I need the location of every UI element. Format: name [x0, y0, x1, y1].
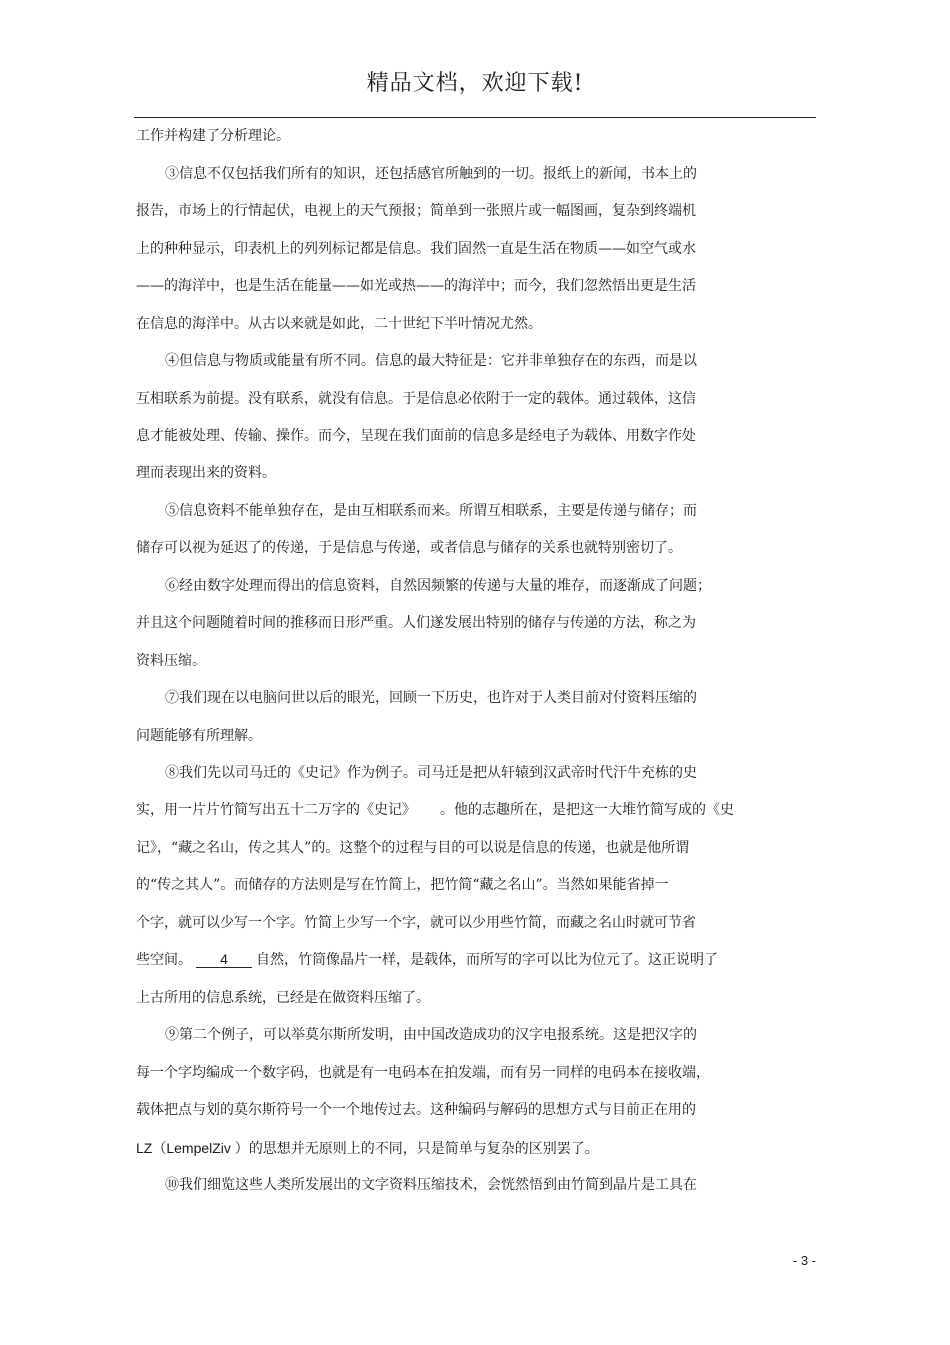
- text-line: 并且这个问题随着时间的推移而日形严重。人们遂发展出特别的储存与传递的方法，称之为: [136, 615, 696, 631]
- shiji-after: 。他的志趣所在，是把这一大堆竹简写成的《史: [440, 802, 734, 818]
- paragraph-8-start: ⑧我们先以司马迁的《史记》作为例子。司马迁是把从轩辕到汉武帝时代汗牛充栋的史: [165, 765, 697, 781]
- text-line: 的“传之其人”。而储存的方法则是写在竹简上，把竹简“藏之名山”。当然如果能省掉一: [136, 877, 669, 893]
- text-line: 个字，就可以少写一个字。竹简上少写一个字，就可以少用些竹简，而藏之名山时就可节省: [136, 915, 696, 931]
- paragraph-4-start: ④但信息与物质或能量有所不同。信息的最大特征是：它并非单独存在的东西，而是以: [165, 353, 697, 369]
- paragraph-7-start: ⑦我们现在以电脑问世以后的眼光，回顾一下历史，也许对于人类目前对付资料压缩的: [165, 690, 697, 706]
- text-line: 载体把点与划的莫尔斯符号一个一个地传过去。这种编码与解码的思想方式与目前正在用的: [136, 1102, 696, 1118]
- paragraph-5-start: ⑤信息资料不能单独存在，是由互相联系而来。所谓互相联系，主要是传递与储存；而: [165, 503, 697, 519]
- text-line: 互相联系为前提。没有联系，就没有信息。于是信息必依附于一定的载体。通过载体，这信: [136, 391, 696, 407]
- text-line: 问题能够有所理解。: [136, 728, 262, 744]
- text-line: 在信息的海洋中。从古以来就是如此，二十世纪下半叶情况尤然。: [136, 316, 542, 332]
- text-line: 理而表现出来的资料。: [136, 465, 276, 481]
- text-line: 上的种种显示，印表机上的列列标记都是信息。我们固然一直是生活在物质——如空气或水: [136, 241, 696, 257]
- text-line-shiji: [136, 801, 734, 819]
- text-line: 上古所用的信息系统，已经是在做资料压缩了。: [136, 990, 430, 1006]
- blank-line-before: 些空间。: [136, 952, 192, 968]
- text-line: 资料压缩。: [136, 653, 206, 669]
- text-line: 记》，“藏之名山，传之其人”的。这整个的过程与目的可以说是信息的传递，也就是他所谓: [136, 840, 690, 856]
- text-line: 工作并构建了分析理论。: [136, 128, 290, 144]
- page-header-title: 精品文档，欢迎下载!: [366, 71, 584, 96]
- paragraph-6-start: ⑥经由数字处理而得出的信息资料，自然因频繁的传递与大量的堆存，而逐渐成了问题；: [165, 578, 711, 594]
- text-line: 报告，市场上的行情起伏，电视上的天气预报；简单到一张照片或一幅图画，复杂到终端机: [136, 203, 696, 219]
- text-line: 息才能被处理、传输、操作。而今，呈现在我们面前的信息多是经电子为载体、用数字作处: [136, 428, 696, 444]
- lz-term: LZ（LempelZiv ）: [136, 1140, 249, 1156]
- page-number: - 3 -: [792, 1253, 816, 1268]
- paragraph-9-start: ⑨第二个例子，可以举莫尔斯所发明，由中国改造成功的汉字电报系统。这是把汉字的: [165, 1027, 697, 1043]
- lz-after: 的思想并无原则上的不同，只是简单与复杂的区别罢了。: [248, 1141, 599, 1157]
- header-rule: [134, 117, 816, 118]
- text-line: 储存可以视为延迟了的传递，于是信息与传递，或者信息与储存的关系也就特别密切了。: [136, 540, 682, 556]
- blank-line-after: 自然，竹筒像晶片一样，是载体，而所写的字可以比为位元了。这正说明了: [256, 952, 718, 968]
- shiji-before: 实，用一片片竹简写出五十二万字的《史记》: [136, 802, 416, 818]
- fill-in-blank: 4: [196, 952, 252, 968]
- text-line: ——的海洋中，也是生活在能量——如光或热——的海洋中；而今，我们忽然悟出更是生活: [136, 278, 696, 294]
- paragraph-10-start: ⑩我们细览这些人类所发展出的文字资料压缩技术，会恍然悟到由竹简到晶片是工具在: [165, 1177, 697, 1193]
- paragraph-3-start: ③信息不仅包括我们所有的知识，还包括感官所触到的一切。报纸上的新闻，书本上的: [165, 166, 697, 182]
- text-line: 每一个字均编成一个数字码，也就是有一电码本在拍发端，而有另一同样的电码本在接收端，: [136, 1065, 710, 1081]
- text-line-lz: [136, 1139, 599, 1158]
- text-line-with-blank: [136, 951, 718, 969]
